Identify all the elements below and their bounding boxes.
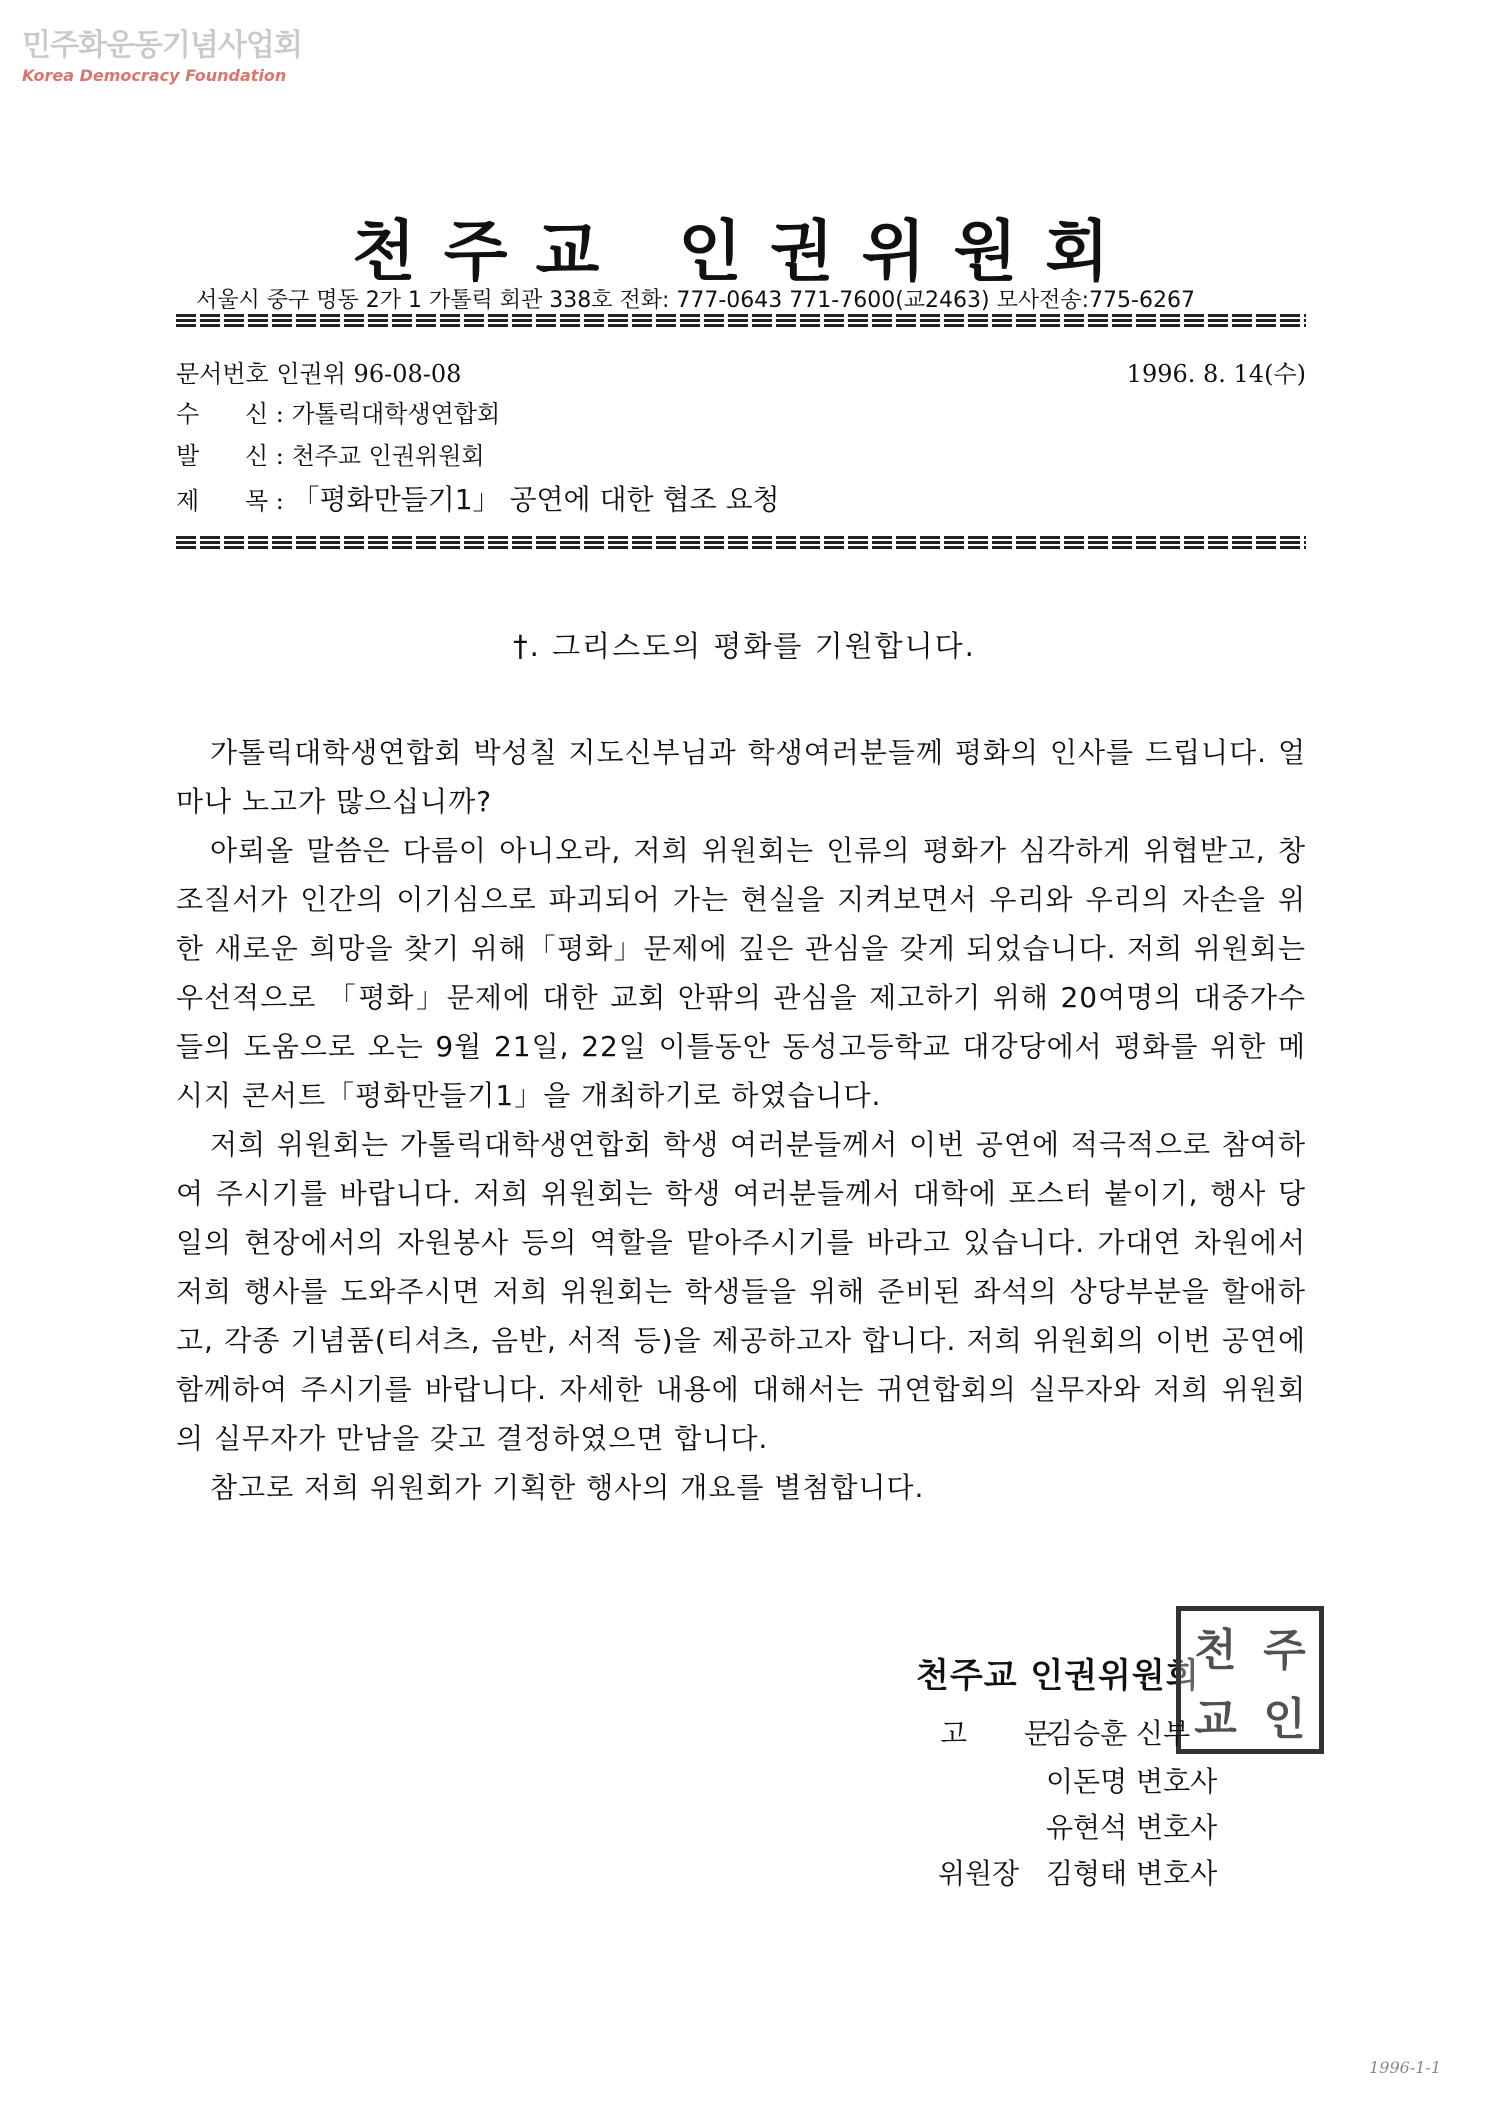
letterhead-org-name: 천주교 인권위원회: [351, 212, 1138, 290]
recipient-line: [176, 394, 500, 429]
greeting: †. 그리스도의 평화를 기원합니다.: [513, 629, 976, 663]
subject-label: 제 목 :: [176, 487, 284, 515]
doc-number: 문서번호 인권위 96-08-08: [176, 360, 462, 388]
body-paragraph: 가톨릭대학생연합회 박성칠 지도신부님과 학생여러분들께 평화의 인사를 드립니다. 얼마나 노고가 많으십니까?: [176, 736, 1306, 818]
subject: 「평화만들기1」 공연에 대한 협조 요청: [291, 483, 780, 516]
advisor-label: 고 문: [940, 1717, 1075, 1750]
seal-char: 인: [1263, 1693, 1306, 1745]
official-seal-stamp: [1176, 1606, 1324, 1754]
letter-body: [176, 728, 1306, 1512]
watermark-korean: 민주화운동기념사업회: [22, 28, 302, 63]
sender: 천주교 인권위원회: [291, 442, 485, 470]
advisor-name: 유현석 변호사: [1046, 1811, 1218, 1844]
sender-line: [176, 436, 485, 471]
recipient: 가톨릭대학생연합회: [291, 400, 501, 428]
body-paragraph: 아뢰올 말씀은 다름이 아니오라, 저희 위원회는 인류의 평화가 심각하게 위협받고, 창조질서가 인간의 이기심으로 파괴되어 가는 현실을 지켜보면서 우리와 우리의 자손을 위한 새로운 희망을 찾기 위해「평화」문제에 깊은 관심을 갖게 되었습니다. 저희 위원회는 우선적으로 「평화」문제에 대한 교회 안팎의 관심을 제고하기 위해 20여명의 대중가수들의 도움으로 오는 9월 21일, 22일 이틀동안 동성고등학교 대강당에서 평화를 위한 메시지 콘서트「평화만들기1」을 개최하기로 하였습니다.: [176, 834, 1306, 1112]
body-paragraph: 저희 위원회는 가톨릭대학생연합회 학생 여러분들께서 이번 공연에 적극적으로 참여하여 주시기를 바랍니다. 저희 위원회는 학생 여러분들께서 대학에 포스터 붙이기, 행사 당일의 현장에서의 자원봉사 등의 역할을 맡아주시기를 바라고 있습니다. 가대연 차원에서 저희 행사를 도와주시면 저희 위원회는 학생들을 위해 준비된 좌석의 상당부분을 할애하고, 각종 기념품(티셔츠, 음반, 서적 등)을 제공하고자 합니다. 저희 위원회의 이번 공연에 함께하여 주시기를 바랍니다. 자세한 내용에 대해서는 귀연합회의 실무자와 저희 위원회의 실무자가 만남을 갖고 결정하였으면 합니다.: [176, 1128, 1306, 1455]
archive-page-mark: 1996-1-1: [1369, 2058, 1441, 2077]
chair-name: 김형태 변호사: [1046, 1857, 1218, 1890]
letterhead-rule: [176, 314, 1306, 330]
seal-char: 주: [1263, 1624, 1306, 1676]
signature-org: 천주교 인권위원회: [916, 1656, 1200, 1696]
advisor-name: 이돈명 변호사: [1046, 1765, 1218, 1798]
watermark: [22, 20, 302, 85]
seal-char: 교: [1194, 1693, 1237, 1745]
header-divider-rule: [176, 536, 1306, 552]
watermark-english: Korea Democracy Foundation: [22, 66, 287, 85]
letterhead-address: 서울시 중구 명동 2가 1 가톨릭 회관 338호 전화: 777-0643 771-7600(교2463) 모사전송:775-6267: [196, 288, 1195, 313]
doc-date: 1996. 8. 14(수): [1126, 360, 1306, 388]
subject-line: [176, 478, 780, 518]
sender-label: 발 신 :: [176, 442, 284, 470]
advisor-name: 김승훈 신부: [1046, 1717, 1191, 1750]
seal-char: 천: [1194, 1624, 1237, 1676]
chair-label: 위원장: [938, 1857, 1020, 1890]
body-paragraph: 참고로 저희 위원회가 기획한 행사의 개요를 별첨합니다.: [210, 1471, 925, 1504]
recipient-label: 수 신 :: [176, 400, 284, 428]
